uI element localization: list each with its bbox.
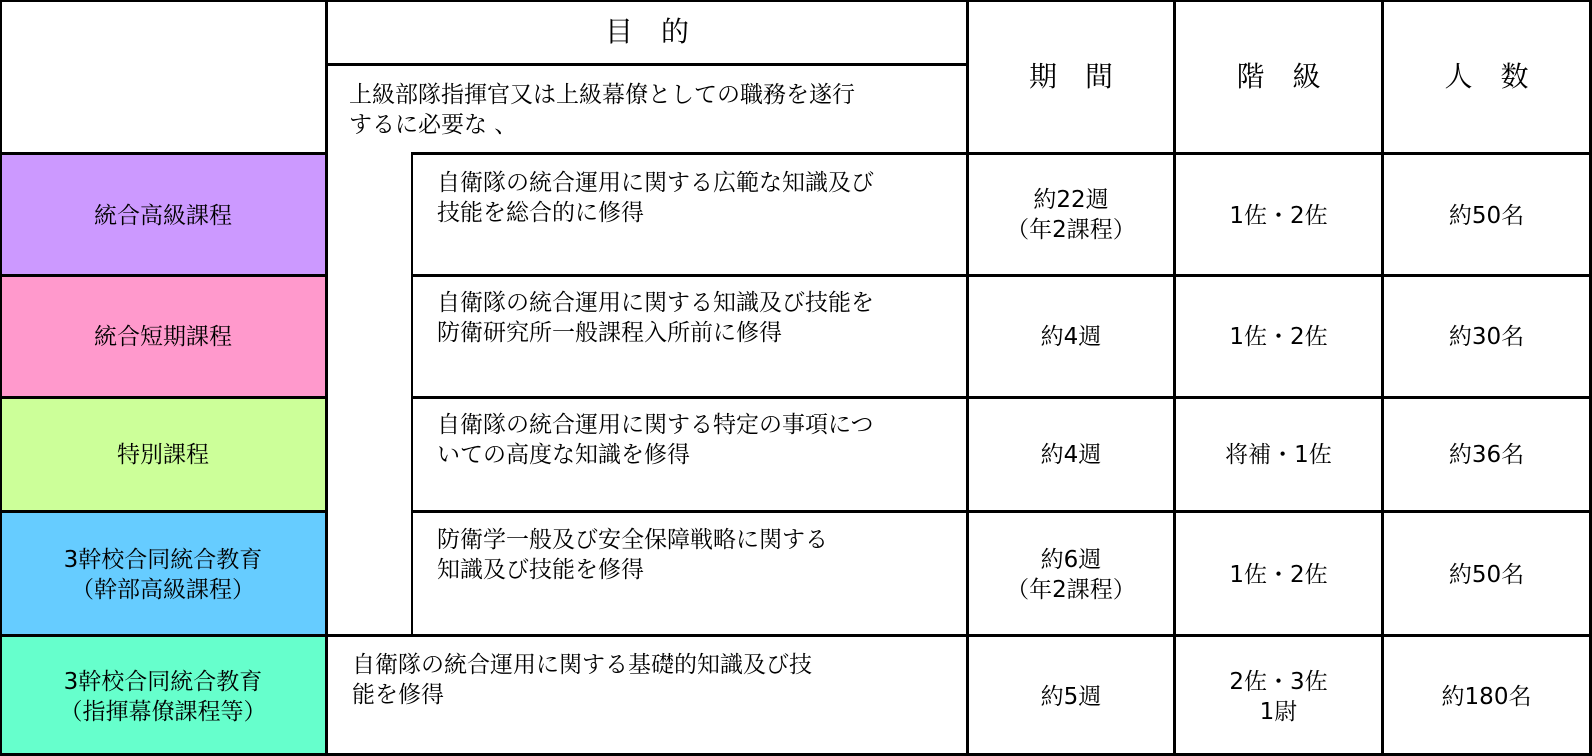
rank-value-sub: 1尉 bbox=[1259, 699, 1298, 725]
duration-value: 約5週 bbox=[1040, 684, 1102, 710]
purpose-line: 自衛隊の統合運用に関する基礎的知識及び技 bbox=[352, 652, 812, 678]
hline-row-4 bbox=[0, 634, 1592, 637]
header-rank: 階 級 bbox=[1236, 60, 1321, 93]
vline-headcount bbox=[1381, 0, 1384, 756]
course-name-sub: （幹部高級課程） bbox=[71, 577, 255, 603]
headcount-value: 約180名 bbox=[1441, 684, 1532, 710]
hline-row-2-left bbox=[0, 396, 328, 399]
purpose-line: 防衛学一般及び安全保障戦略に関する bbox=[437, 527, 828, 553]
purpose-line: 能を修得 bbox=[352, 682, 444, 708]
border-left bbox=[0, 0, 2, 756]
header-headcount: 人 数 bbox=[1444, 60, 1529, 93]
vline-rank bbox=[1173, 0, 1176, 756]
headcount-value: 約36名 bbox=[1448, 442, 1525, 468]
duration-value: 約22週 bbox=[1033, 187, 1109, 213]
duration-value: 約4週 bbox=[1040, 442, 1102, 468]
course-name: 特別課程 bbox=[117, 442, 209, 468]
hline-row-1-left bbox=[0, 274, 328, 277]
rank-value: 1佐・2佐 bbox=[1229, 562, 1328, 588]
purpose-intro-line-1: 上級部隊指揮官又は上級幕僚としての職務を遂行 bbox=[349, 82, 855, 108]
duration-note: （年2課程） bbox=[1006, 577, 1136, 603]
hline-row-3-right bbox=[411, 510, 1592, 513]
headcount-value: 約30名 bbox=[1448, 324, 1525, 350]
course-name: 統合短期課程 bbox=[94, 324, 232, 350]
rank-value: 1佐・2佐 bbox=[1229, 203, 1328, 229]
purpose-line: 自衛隊の統合運用に関する特定の事項につ bbox=[437, 412, 874, 438]
hline-row-0-right bbox=[411, 152, 1592, 155]
duration-note: （年2課程） bbox=[1006, 217, 1136, 243]
hline-row-2-right bbox=[411, 396, 1592, 399]
duration-value: 約6週 bbox=[1040, 547, 1102, 573]
purpose-line: 防衛研究所一般課程入所前に修得 bbox=[437, 320, 782, 346]
purpose-line: いての高度な知識を修得 bbox=[437, 442, 690, 468]
course-name: 3幹校合同統合教育 bbox=[63, 669, 263, 695]
hline-row-3-left bbox=[0, 510, 328, 513]
purpose-intro-line-2: するに必要な 、 bbox=[349, 112, 518, 138]
rank-value: 1佐・2佐 bbox=[1229, 324, 1328, 350]
border-top bbox=[0, 0, 1592, 2]
header-duration: 期 間 bbox=[1028, 60, 1113, 93]
course-name: 統合高級課程 bbox=[94, 203, 232, 229]
headcount-value: 約50名 bbox=[1448, 203, 1525, 229]
vline-duration bbox=[966, 0, 969, 756]
purpose-line: 自衛隊の統合運用に関する広範な知識及び bbox=[437, 170, 874, 196]
purpose-line: 知識及び技能を修得 bbox=[437, 557, 644, 583]
course-name: 3幹校合同統合教育 bbox=[63, 547, 263, 573]
header-purpose: 目 的 bbox=[604, 15, 689, 48]
hline-row-0-left bbox=[0, 152, 328, 155]
hline-purpose-header bbox=[325, 63, 968, 66]
vline-purpose-inner bbox=[411, 152, 413, 635]
hline-row-1-right bbox=[411, 274, 1592, 277]
rank-value: 将補・1佐 bbox=[1225, 442, 1332, 468]
purpose-line: 自衛隊の統合運用に関する知識及び技能を bbox=[437, 290, 874, 316]
rank-value: 2佐・3佐 bbox=[1229, 669, 1328, 695]
vline-course bbox=[325, 0, 328, 756]
course-name-sub: （指揮幕僚課程等） bbox=[59, 699, 267, 725]
headcount-value: 約50名 bbox=[1448, 562, 1525, 588]
purpose-line: 技能を総合的に修得 bbox=[437, 200, 644, 226]
duration-value: 約4週 bbox=[1040, 324, 1102, 350]
